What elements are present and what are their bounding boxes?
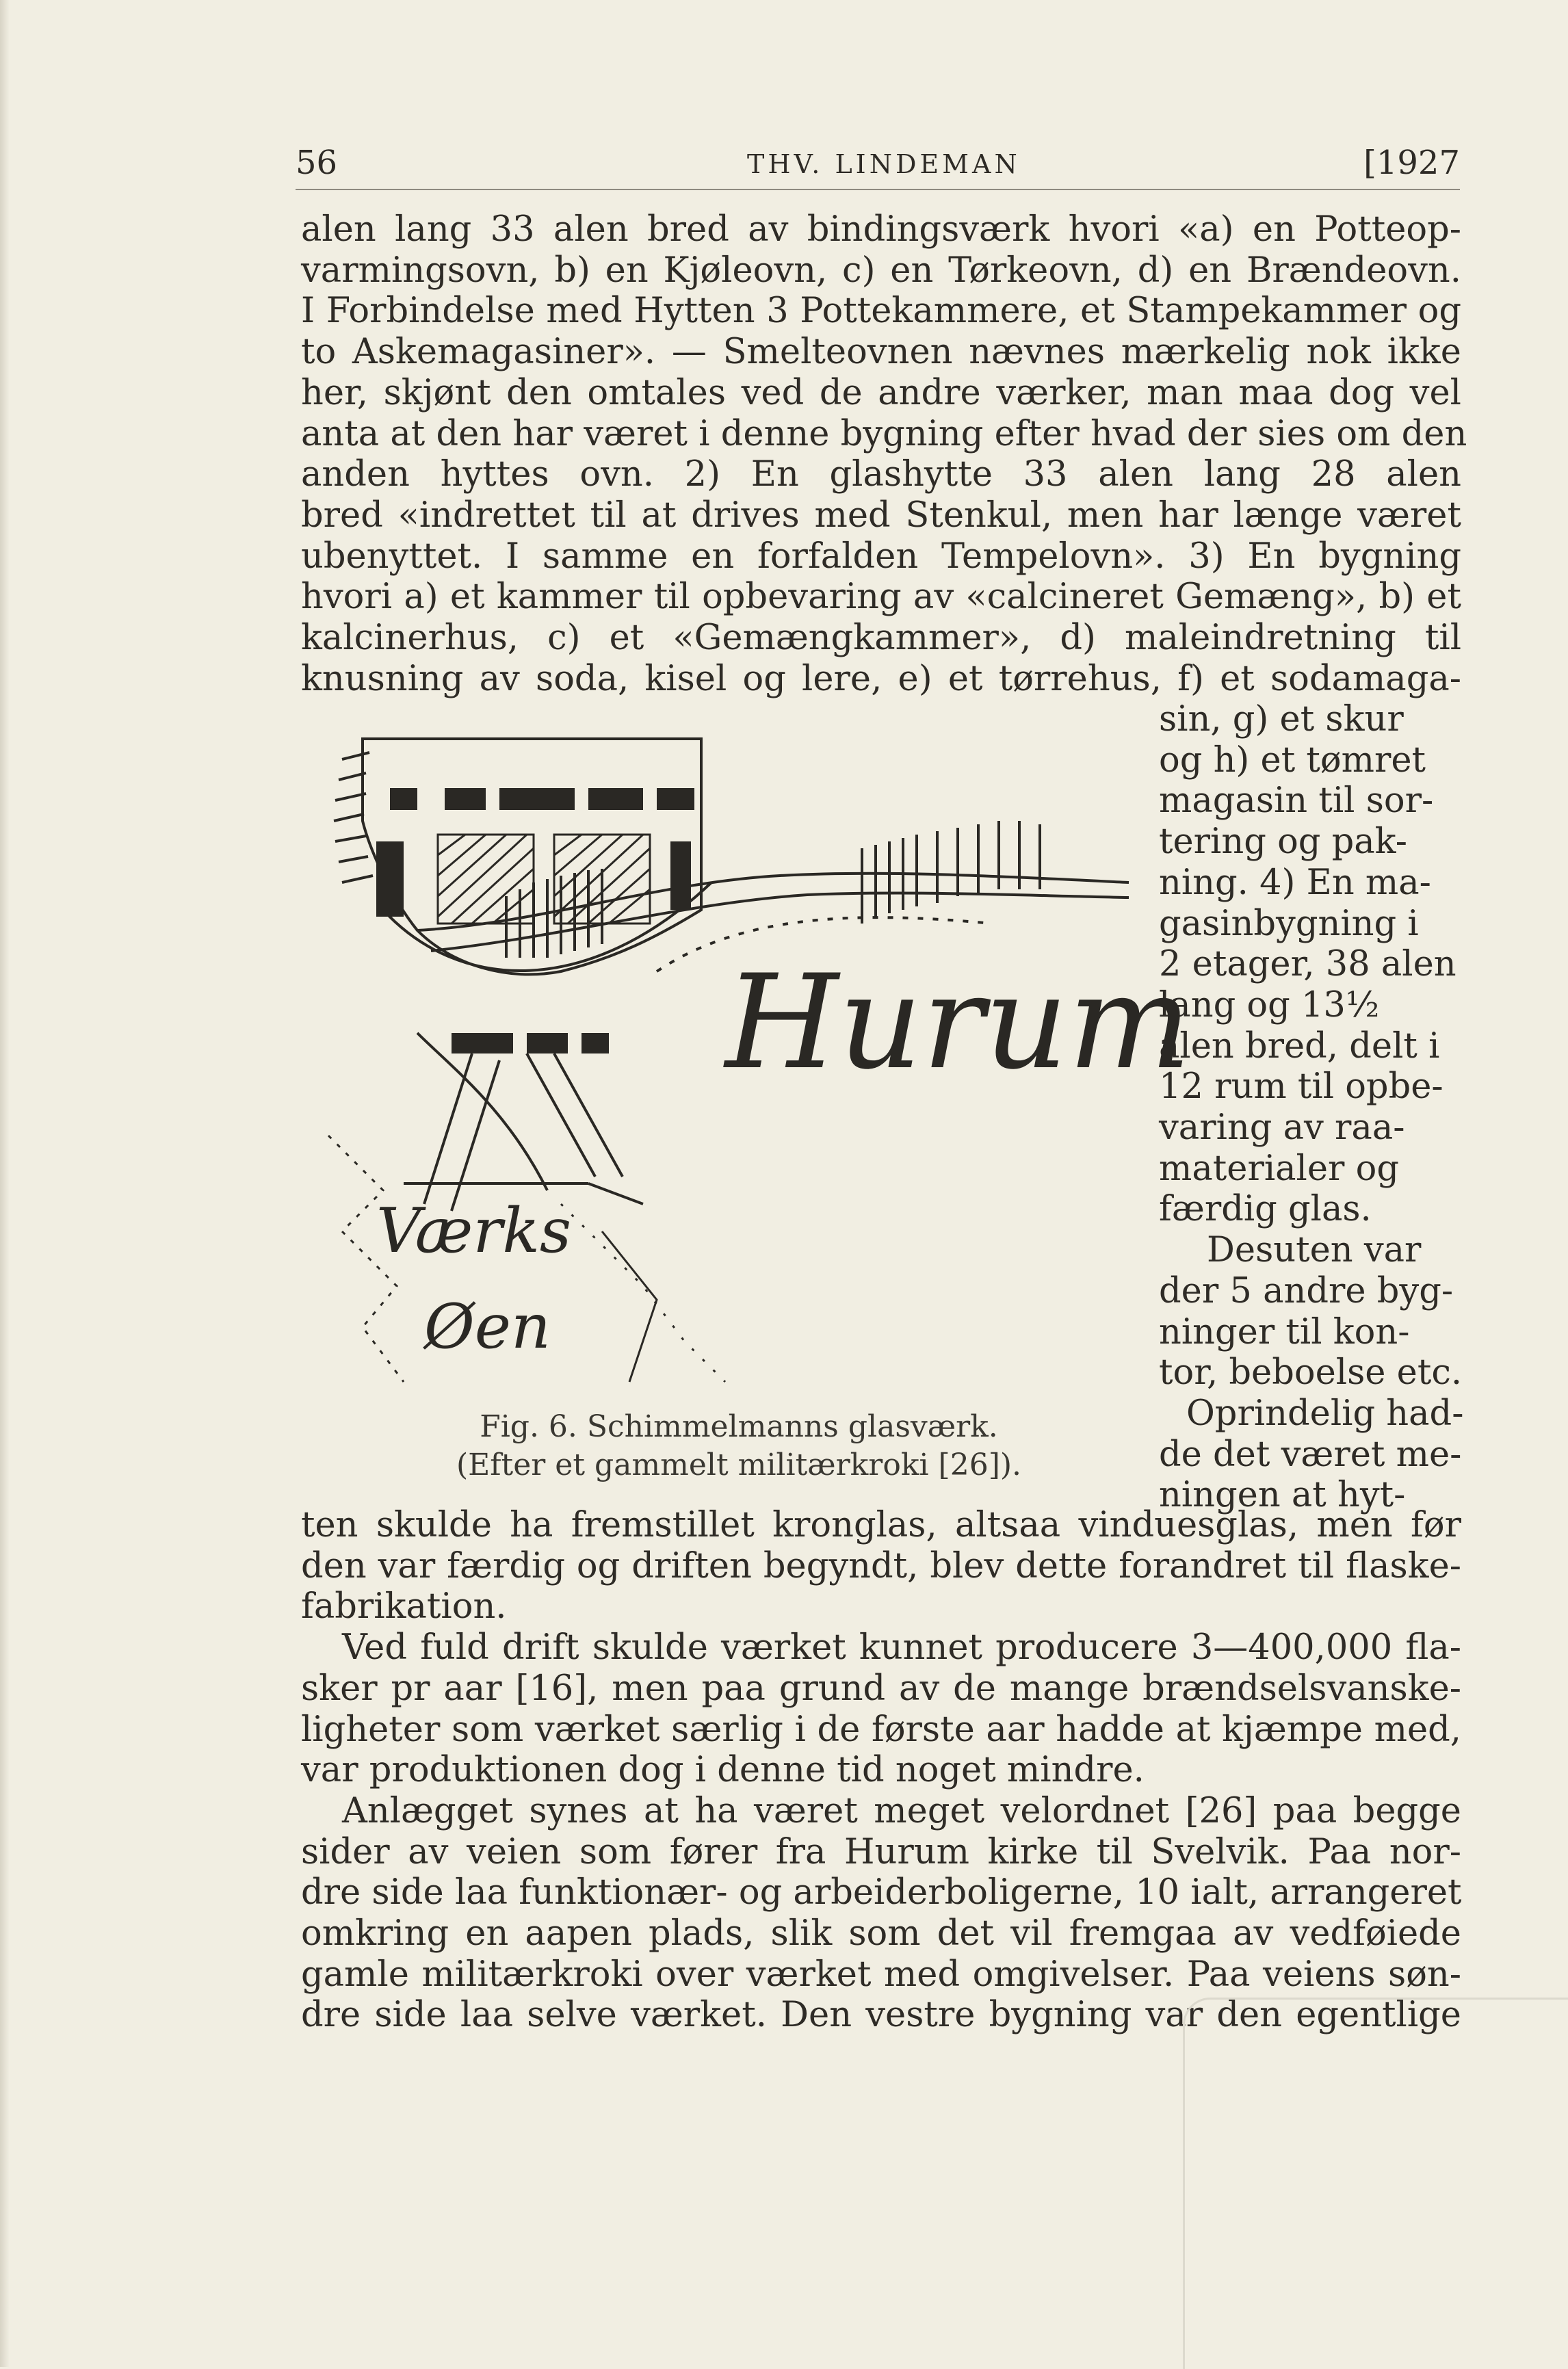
text-line: dre side laa selve værket. Den vestre bygning var den egentlige [301,1995,1461,2036]
running-head-year: [1927 [1363,144,1460,182]
text-line: ninger til kon- [1159,1311,1410,1352]
text-line: hvori a) et kammer til opbevaring av «calcineret Gemæng», b) et [301,577,1461,618]
figure-caption [410,1408,1067,1484]
running-head-author: THV. LINDEMAN [747,149,1021,179]
text-line: tering og pak- [1159,822,1407,863]
caption-line: (Efter et gammelt militærkroki [26]). [456,1448,1022,1482]
map-label-vaerks: Værks [376,1195,572,1267]
text-line: her, skjønt den omtales ved de andre værker, man maa dog vel [301,372,1461,413]
text-line: kalcinerhus, c) et «Gemængkammer», d) maleindretning til [301,618,1461,659]
text-line: omkring en aapen plads, slik som det vil fremgaa av vedføiede [301,1913,1461,1954]
text-line: tor, beboelse etc. [1159,1352,1463,1393]
text-line: ligheter som værket særlig i de første aar hadde at kjæmpe med, [301,1709,1461,1750]
text-line: fabrikation. [301,1586,507,1627]
caption-line: Fig. 6. Schimmelmanns glasværk. [480,1409,998,1444]
text-line: de det været me- [1159,1434,1462,1475]
text-line: Ved fuld drift skulde værket kunnet producere 3—400,000 fla- [342,1627,1461,1668]
text-line: varmingsovn, b) en Kjøleovn, c) en Tørkeovn, d) en Brændeovn. [301,250,1461,291]
figure-map-sketch [301,711,1192,1437]
text-line: 12 rum til opbe- [1159,1066,1443,1108]
text-line: ningen at hyt- [1159,1475,1406,1516]
map-label-oen: Øen [424,1291,551,1363]
text-line: to Askemagasiner». — Smelteovnen nævnes mærkelig nok ikke [301,332,1461,373]
text-line: alen bred, delt i [1159,1025,1440,1066]
text-line: bred «indrettet til at drives med Stenkul, men har længe været [301,495,1461,536]
page-edge-shadow [0,0,10,2367]
text-line: sider av veien som fører fra Hurum kirke til Svelvik. Paa nor- [301,1831,1461,1872]
body-text-top [301,209,1467,699]
militaerkroki-sketch [301,711,1192,1437]
text-line: Oprindelig had- [1186,1393,1464,1434]
page-number: 56 [296,144,338,182]
text-line: ning. 4) En ma- [1159,862,1431,903]
text-line: anden hyttes ovn. 2) En glashytte 33 alen lang 28 alen [301,454,1461,495]
text-line: materialer og [1159,1148,1399,1189]
text-line: I Forbindelse med Hytten 3 Pottekammere, et Stampekammer og [301,291,1461,332]
text-line: alen lang 33 alen bred av bindingsværk hvori «a) en Potteop- [301,209,1461,250]
text-line: magasin til sor- [1159,781,1434,822]
text-line: 2 etager, 38 alen [1159,944,1456,985]
text-line: færdig glas. [1159,1189,1372,1230]
text-line: gamle militærkroki over værket med omgivelser. Paa veiens søn- [301,1954,1461,1995]
text-line: anta at den har været i denne bygning efter hvad der sies om den [301,413,1467,454]
text-line: sin, g) et skur [1159,699,1404,740]
body-text-bottom [301,1505,1461,2036]
text-line: Desuten var [1207,1230,1422,1271]
text-line: der 5 andre byg- [1159,1270,1454,1311]
text-line: sker pr aar [16], men paa grund av de mange brændselsvanske- [301,1668,1461,1709]
text-line: varing av raa- [1159,1108,1405,1149]
text-line: ten skulde ha fremstillet kronglas, altsaa vinduesglas, men før [301,1505,1461,1545]
text-line: og h) et tømret [1159,740,1426,781]
text-line: ubenyttet. I samme en forfalden Tempelovn». 3) En bygning [301,536,1461,577]
text-line: gasinbygning i [1159,903,1419,944]
text-line: dre side laa funktionær- og arbeiderboligerne, 10 ialt, arrangeret [301,1872,1462,1913]
text-line: lang og 13½ [1159,984,1380,1025]
map-label-hurum: Hurum [725,947,1192,1098]
text-line: Anlægget synes at ha været meget velordnet [26] paa begge [342,1790,1461,1831]
running-header [296,134,1460,190]
text-line: knusning av soda, kisel og lere, e) et tørrehus, f) et sodamaga- [301,658,1461,699]
text-line: den var færdig og driften begyndt, blev dette forandret til flaske- [301,1545,1461,1586]
body-text-column [1159,699,1464,1516]
text-line: var produktionen dog i denne tid noget mindre. [301,1750,1145,1791]
page-fold-mark [1183,1998,1568,2369]
